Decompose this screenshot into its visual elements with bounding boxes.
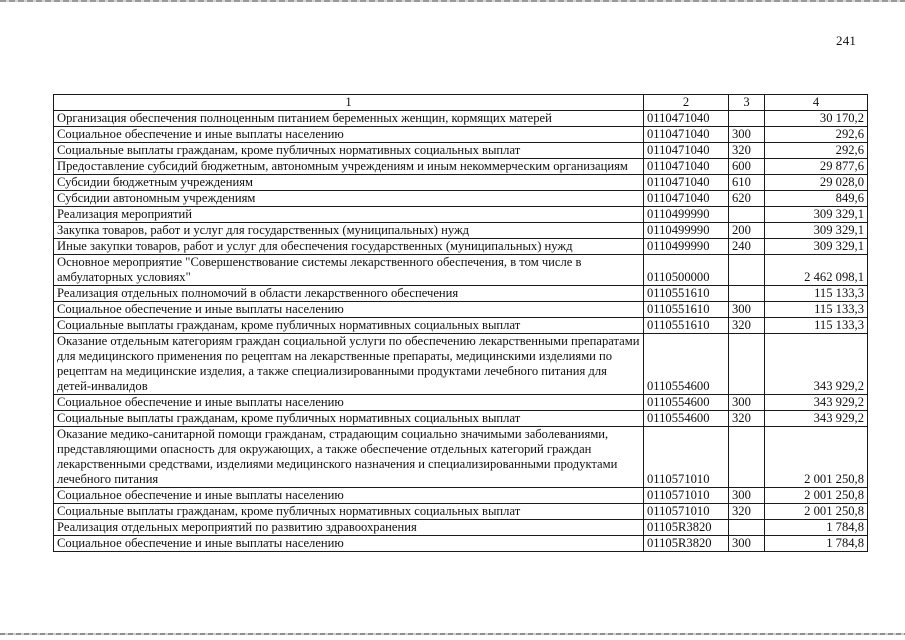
header-cell-code: 2 bbox=[644, 95, 729, 111]
cell-name: Социальные выплаты гражданам, кроме публичных нормативных социальных выплат bbox=[54, 143, 644, 159]
table-row bbox=[54, 223, 868, 239]
cell-code: 0110471040 bbox=[644, 111, 729, 127]
table-row bbox=[54, 411, 868, 427]
cell-name: Реализация отдельных мероприятий по развитию здравоохранения bbox=[54, 520, 644, 536]
cell-name: Социальное обеспечение и иные выплаты населению bbox=[54, 127, 644, 143]
cell-name: Субсидии бюджетным учреждениям bbox=[54, 175, 644, 191]
cell-amount: 343 929,2 bbox=[765, 395, 868, 411]
cell-code: 0110499990 bbox=[644, 223, 729, 239]
cell-amount: 309 329,1 bbox=[765, 207, 868, 223]
budget-table bbox=[53, 94, 868, 552]
cell-amount: 115 133,3 bbox=[765, 318, 868, 334]
cell-code: 0110471040 bbox=[644, 127, 729, 143]
cell-type: 300 bbox=[729, 536, 765, 552]
cell-type: 320 bbox=[729, 143, 765, 159]
cell-name: Социальное обеспечение и иные выплаты населению bbox=[54, 302, 644, 318]
table-row bbox=[54, 143, 868, 159]
cell-code: 0110471040 bbox=[644, 143, 729, 159]
cell-name: Реализация отдельных полномочий в области лекарственного обеспечения bbox=[54, 286, 644, 302]
table-row bbox=[54, 427, 868, 488]
table-row bbox=[54, 127, 868, 143]
cell-type bbox=[729, 286, 765, 302]
cell-type bbox=[729, 207, 765, 223]
page-number: 241 bbox=[836, 33, 857, 48]
cell-name: Социальные выплаты гражданам, кроме публичных нормативных социальных выплат bbox=[54, 318, 644, 334]
cell-name: Организация обеспечения полноценным питанием беременных женщин, кормящих матерей bbox=[54, 111, 644, 127]
table-body bbox=[54, 111, 868, 552]
table-row bbox=[54, 302, 868, 318]
cell-type bbox=[729, 520, 765, 536]
cell-code: 0110571010 bbox=[644, 488, 729, 504]
cell-amount: 29 877,6 bbox=[765, 159, 868, 175]
cell-code: 01105R3820 bbox=[644, 520, 729, 536]
table-row bbox=[54, 191, 868, 207]
cell-code: 0110554600 bbox=[644, 395, 729, 411]
cell-name: Оказание отдельным категориям граждан социальной услуги по обеспечению лекарственными препаратами для медицинского применения по рецептам на лекарственные препараты, медицинскими изделиями по рецептам на медицинские изделия, а также специализированными продуктами лечебного питания для детей-инвалидов bbox=[54, 334, 644, 395]
cell-type bbox=[729, 427, 765, 488]
cell-type: 300 bbox=[729, 395, 765, 411]
table-row bbox=[54, 520, 868, 536]
cell-type bbox=[729, 334, 765, 395]
cell-name: Реализация мероприятий bbox=[54, 207, 644, 223]
cell-name: Закупка товаров, работ и услуг для государственных (муниципальных) нужд bbox=[54, 223, 644, 239]
cell-type bbox=[729, 255, 765, 286]
table-row bbox=[54, 286, 868, 302]
cell-name: Иные закупки товаров, работ и услуг для обеспечения государственных (муниципальных) нужд bbox=[54, 239, 644, 255]
cell-amount: 115 133,3 bbox=[765, 286, 868, 302]
cell-name: Основное мероприятие "Совершенствование системы лекарственного обеспечения, в том числе в амбулаторных условиях" bbox=[54, 255, 644, 286]
cell-code: 0110500000 bbox=[644, 255, 729, 286]
cell-amount: 115 133,3 bbox=[765, 302, 868, 318]
cell-code: 0110551610 bbox=[644, 286, 729, 302]
table-row bbox=[54, 111, 868, 127]
scan-edge-top bbox=[0, 0, 905, 2]
cell-type: 610 bbox=[729, 175, 765, 191]
table-row bbox=[54, 207, 868, 223]
table-row bbox=[54, 175, 868, 191]
cell-name: Оказание медико-санитарной помощи гражданам, страдающим социально значимыми заболеваниями, представляющими опасность для окружающих, а также обеспечение отдельных категорий граждан лекарственными средствами, изделиями медицинского назначения и специализированными продуктами лечебного питания bbox=[54, 427, 644, 488]
cell-amount: 309 329,1 bbox=[765, 223, 868, 239]
cell-amount: 849,6 bbox=[765, 191, 868, 207]
cell-code: 0110551610 bbox=[644, 302, 729, 318]
cell-type: 240 bbox=[729, 239, 765, 255]
cell-amount: 2 462 098,1 bbox=[765, 255, 868, 286]
cell-amount: 1 784,8 bbox=[765, 520, 868, 536]
cell-amount: 343 929,2 bbox=[765, 411, 868, 427]
cell-code: 0110551610 bbox=[644, 318, 729, 334]
cell-type bbox=[729, 111, 765, 127]
header-cell-type: 3 bbox=[729, 95, 765, 111]
cell-type: 300 bbox=[729, 302, 765, 318]
table-row bbox=[54, 318, 868, 334]
header-cell-amount: 4 bbox=[765, 95, 868, 111]
table-header-row bbox=[54, 95, 868, 111]
cell-type: 300 bbox=[729, 127, 765, 143]
cell-type: 620 bbox=[729, 191, 765, 207]
scan-edge-bottom bbox=[0, 633, 905, 635]
cell-type: 320 bbox=[729, 318, 765, 334]
cell-code: 0110471040 bbox=[644, 191, 729, 207]
cell-type: 320 bbox=[729, 504, 765, 520]
cell-code: 01105R3820 bbox=[644, 536, 729, 552]
cell-amount: 343 929,2 bbox=[765, 334, 868, 395]
cell-name: Социальные выплаты гражданам, кроме публичных нормативных социальных выплат bbox=[54, 504, 644, 520]
cell-name: Социальное обеспечение и иные выплаты населению bbox=[54, 488, 644, 504]
cell-amount: 29 028,0 bbox=[765, 175, 868, 191]
cell-code: 0110554600 bbox=[644, 411, 729, 427]
table-row bbox=[54, 536, 868, 552]
cell-amount: 292,6 bbox=[765, 143, 868, 159]
cell-code: 0110499990 bbox=[644, 207, 729, 223]
cell-code: 0110571010 bbox=[644, 427, 729, 488]
cell-amount: 30 170,2 bbox=[765, 111, 868, 127]
cell-amount: 1 784,8 bbox=[765, 536, 868, 552]
cell-code: 0110554600 bbox=[644, 334, 729, 395]
cell-amount: 309 329,1 bbox=[765, 239, 868, 255]
cell-name: Социальное обеспечение и иные выплаты населению bbox=[54, 395, 644, 411]
cell-code: 0110499990 bbox=[644, 239, 729, 255]
table-row bbox=[54, 504, 868, 520]
cell-code: 0110471040 bbox=[644, 159, 729, 175]
cell-type: 200 bbox=[729, 223, 765, 239]
table-row bbox=[54, 255, 868, 286]
cell-type: 300 bbox=[729, 488, 765, 504]
cell-name: Социальные выплаты гражданам, кроме публичных нормативных социальных выплат bbox=[54, 411, 644, 427]
cell-code: 0110571010 bbox=[644, 504, 729, 520]
table-row bbox=[54, 488, 868, 504]
cell-amount: 292,6 bbox=[765, 127, 868, 143]
cell-name: Субсидии автономным учреждениям bbox=[54, 191, 644, 207]
table-row bbox=[54, 159, 868, 175]
cell-amount: 2 001 250,8 bbox=[765, 504, 868, 520]
cell-type: 320 bbox=[729, 411, 765, 427]
cell-name: Социальное обеспечение и иные выплаты населению bbox=[54, 536, 644, 552]
cell-amount: 2 001 250,8 bbox=[765, 488, 868, 504]
cell-amount: 2 001 250,8 bbox=[765, 427, 868, 488]
header-cell-name: 1 bbox=[54, 95, 644, 111]
table-row bbox=[54, 334, 868, 395]
table-row bbox=[54, 239, 868, 255]
table-row bbox=[54, 395, 868, 411]
cell-code: 0110471040 bbox=[644, 175, 729, 191]
cell-name: Предоставление субсидий бюджетным, автономным учреждениям и иным некоммерческим организациям bbox=[54, 159, 644, 175]
cell-type: 600 bbox=[729, 159, 765, 175]
